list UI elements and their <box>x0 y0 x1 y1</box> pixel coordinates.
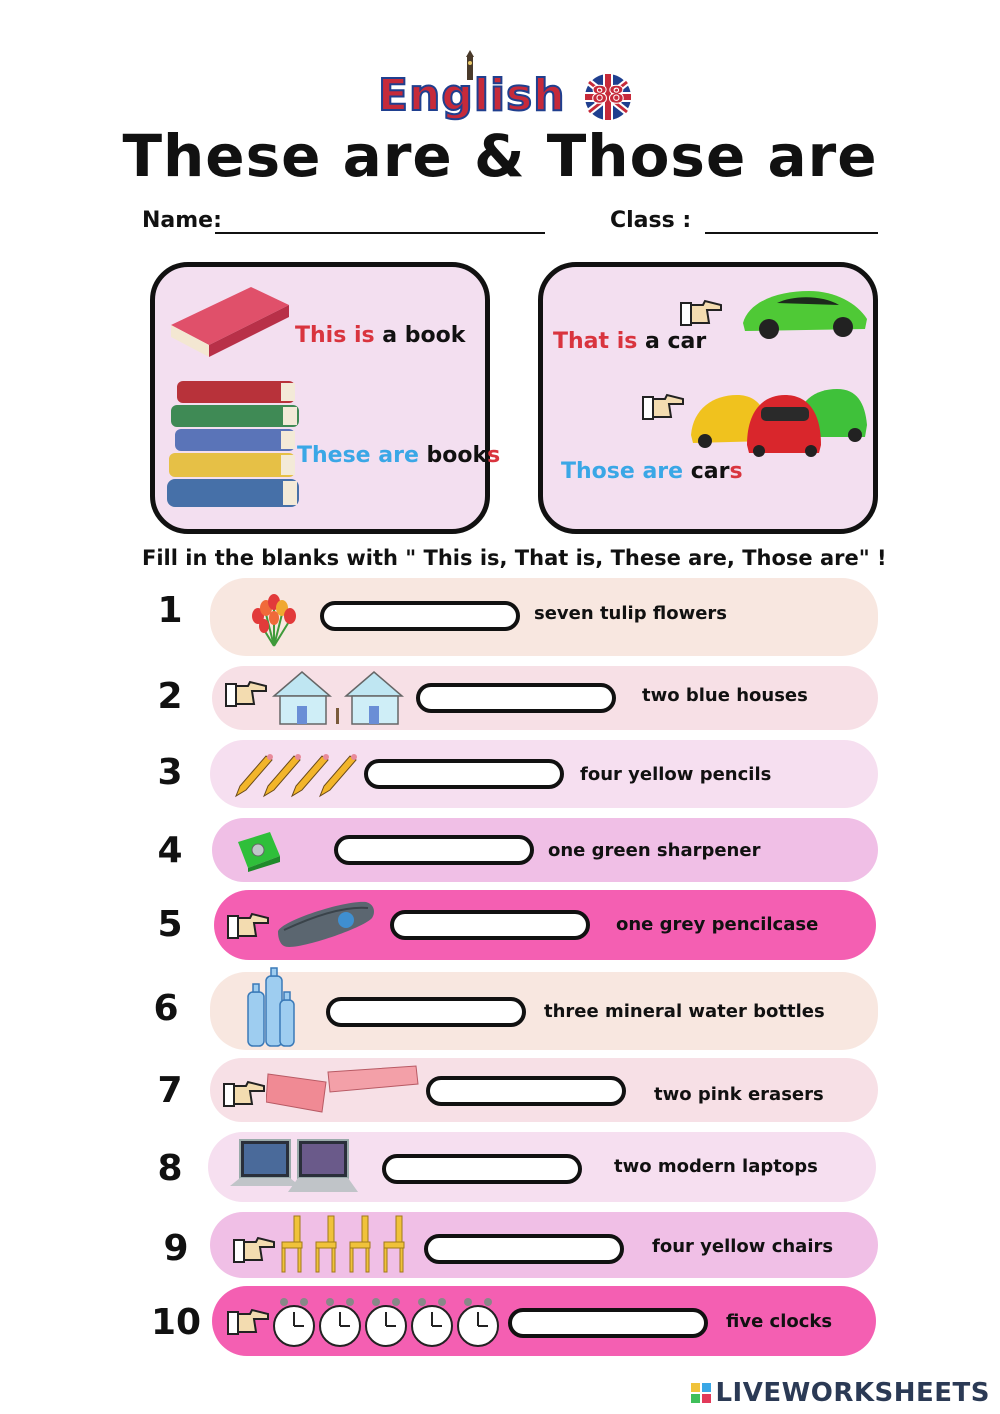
answer-blank-4[interactable] <box>334 835 534 865</box>
logo-text: English <box>378 70 566 121</box>
exercise-row-1 <box>210 578 878 656</box>
answer-blank-8[interactable] <box>382 1154 582 1184</box>
name-field[interactable] <box>215 232 545 234</box>
liveworksheets-logo <box>691 1378 990 1408</box>
exercise-description: three mineral water bottles <box>544 1001 825 1022</box>
exercise-row-6 <box>210 972 878 1050</box>
instructions: Fill in the blanks with " This is, That is, These are, Those are" ! <box>142 546 887 570</box>
exercise-row-4 <box>212 818 878 882</box>
green-car-icon <box>739 279 871 341</box>
eraser-icon <box>266 1062 422 1118</box>
class-field[interactable] <box>705 232 878 234</box>
exercise-number: 6 <box>153 988 179 1029</box>
name-label: Name: <box>142 208 222 233</box>
chair-icon <box>276 1212 414 1276</box>
sharpener-icon <box>234 828 284 872</box>
logo-number: 88 <box>591 81 625 109</box>
pointing-hand-icon <box>641 389 685 423</box>
pointing-hand-icon <box>222 1076 266 1110</box>
exercise-description: four yellow pencils <box>580 764 772 785</box>
exercise-description: one green sharpener <box>548 840 761 861</box>
exercise-row-3 <box>210 740 878 808</box>
exercise-number: 2 <box>157 676 183 717</box>
class-label: Class : <box>610 208 692 233</box>
answer-blank-2[interactable] <box>416 683 616 713</box>
exercise-number: 1 <box>157 590 183 631</box>
exercise-row-2 <box>212 666 878 730</box>
liveworksheets-icon <box>691 1383 711 1403</box>
exercise-row-5 <box>214 890 876 960</box>
footer-brand: LIVEWORKSHEETS <box>715 1378 990 1408</box>
pointing-hand-icon <box>226 1304 270 1338</box>
pointing-hand-icon <box>226 908 270 942</box>
answer-blank-5[interactable] <box>390 910 590 940</box>
answer-blank-1[interactable] <box>320 601 520 631</box>
example-box-that-those <box>538 262 878 534</box>
uk-flag-badge <box>583 72 633 122</box>
pointing-hand-icon <box>224 676 268 710</box>
answer-blank-7[interactable] <box>426 1076 626 1106</box>
water-bottle-icon <box>244 966 296 1050</box>
three-cars-icon <box>689 379 869 457</box>
pencil-icon <box>230 748 358 800</box>
exercise-description: four yellow chairs <box>652 1236 834 1257</box>
example-these-are-text: These are books <box>297 443 501 468</box>
exercise-description: one grey pencilcase <box>616 914 819 935</box>
tulip-icon <box>246 584 302 648</box>
exercise-number: 3 <box>157 752 183 793</box>
exercise-row-7 <box>210 1058 878 1122</box>
exercise-number: 5 <box>157 904 183 945</box>
exercise-description: two modern laptops <box>614 1156 818 1177</box>
exercise-description: five clocks <box>726 1311 833 1332</box>
answer-blank-10[interactable] <box>508 1308 708 1338</box>
exercise-description: two blue houses <box>642 685 808 706</box>
clock-icon <box>272 1292 500 1352</box>
example-those-are-text: Those are cars <box>561 459 743 484</box>
laptop-icon <box>226 1136 362 1198</box>
pointing-hand-icon <box>232 1232 276 1266</box>
books-stack-icon <box>163 375 303 515</box>
answer-blank-9[interactable] <box>424 1234 624 1264</box>
house-icon <box>270 668 410 730</box>
book-icon <box>161 279 291 363</box>
exercise-row-9 <box>210 1212 878 1278</box>
answer-blank-3[interactable] <box>364 759 564 789</box>
exercise-description: seven tulip flowers <box>534 603 727 624</box>
example-this-is-text: This is a book <box>295 323 466 348</box>
example-box-this-these <box>150 262 501 534</box>
exercise-row-10 <box>212 1286 876 1356</box>
exercise-description: two pink erasers <box>654 1084 824 1105</box>
answer-blank-6[interactable] <box>326 997 526 1027</box>
page-title: These are & Those are <box>122 122 878 190</box>
pencilcase-icon <box>274 894 378 954</box>
exercise-number: 4 <box>157 830 183 871</box>
exercise-number: 9 <box>163 1228 189 1269</box>
exercise-row-8 <box>208 1132 876 1202</box>
example-that-is-text: That is a car <box>553 329 707 354</box>
exercise-number: 7 <box>157 1070 183 1111</box>
exercise-number: 10 <box>150 1302 202 1343</box>
pointing-hand-icon <box>679 295 723 329</box>
exercise-number: 8 <box>157 1148 183 1189</box>
